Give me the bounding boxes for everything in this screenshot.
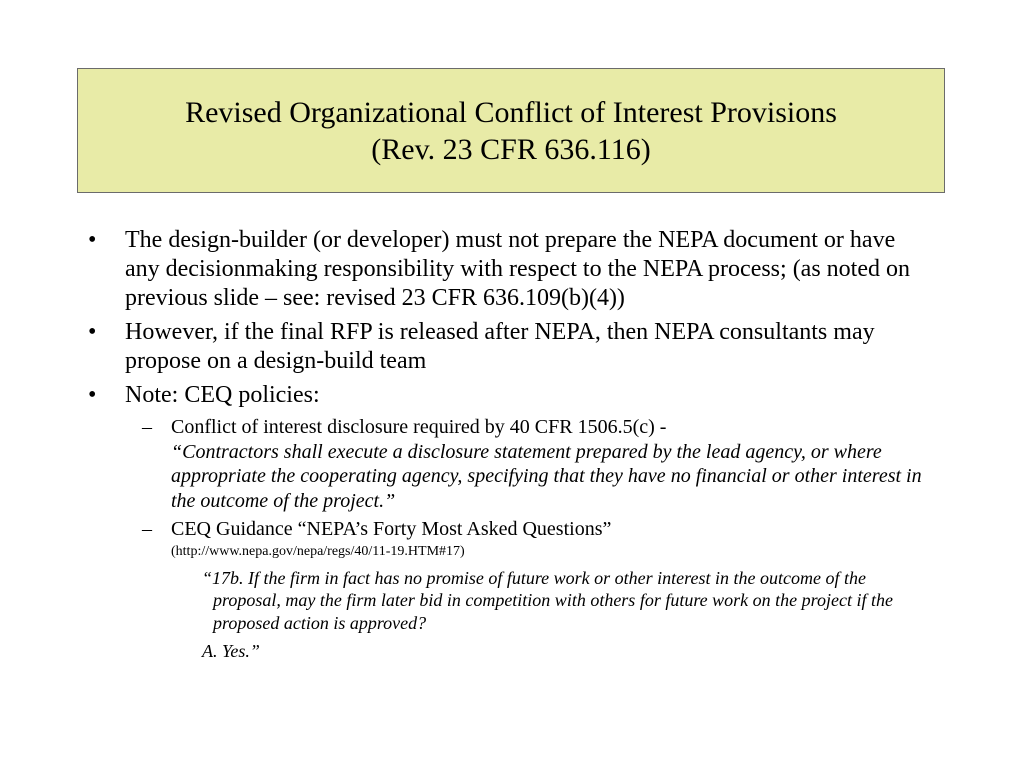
bullet-item xyxy=(0,381,925,410)
title-box xyxy=(77,68,945,193)
guidance-answer: A. Yes.” xyxy=(202,641,260,661)
slide-content xyxy=(0,226,1024,663)
bullet-text: Note: CEQ policies: xyxy=(125,382,320,408)
bullet-item xyxy=(0,226,925,313)
bullet-marker: • xyxy=(88,319,97,345)
guidance-quote: “17b. If the firm in fact has no promise of future work or other interest in the outcome of the proposal, may the firm later bid in competition with others for future work on the project if the proposed action is approved? xyxy=(202,567,893,633)
bullet-text: The design-builder (or developer) must not prepare the NEPA document or have any decisionmaking responsibility with respect to the NEPA process; (as noted on previous slide – see: revised 23 CFR 636.109(b)(4)) xyxy=(125,227,910,311)
guidance-url: (http://www.nepa.gov/nepa/regs/40/11-19.HTM#17) xyxy=(171,543,465,559)
sub-item-text: Conflict of interest disclosure required by 40 CFR 1506.5(c) - xyxy=(171,416,667,438)
slide-subtitle: (Rev. 23 CFR 636.116) xyxy=(371,132,651,166)
sub-item-ceq-guidance xyxy=(0,517,946,562)
slide-title: Revised Organizational Conflict of Interest Provisions xyxy=(185,95,837,129)
dash-marker: – xyxy=(142,518,152,540)
sub-item-disclosure xyxy=(0,415,946,513)
bullet-item xyxy=(0,318,925,376)
dash-marker: – xyxy=(142,416,152,438)
bullet-marker: • xyxy=(88,227,97,253)
bullet-text: However, if the final RFP is released after NEPA, then NEPA consultants may propose on a design-build team xyxy=(125,319,875,374)
sub-item-text: CEQ Guidance “NEPA’s Forty Most Asked Questions” xyxy=(171,518,612,540)
bullet-marker: • xyxy=(88,382,97,408)
sub-item-quote: “Contractors shall execute a disclosure statement prepared by the lead agency, or where appropriate the cooperating agency, specifying that they have no financial or other interest in the outcome of the project.” xyxy=(171,440,922,512)
